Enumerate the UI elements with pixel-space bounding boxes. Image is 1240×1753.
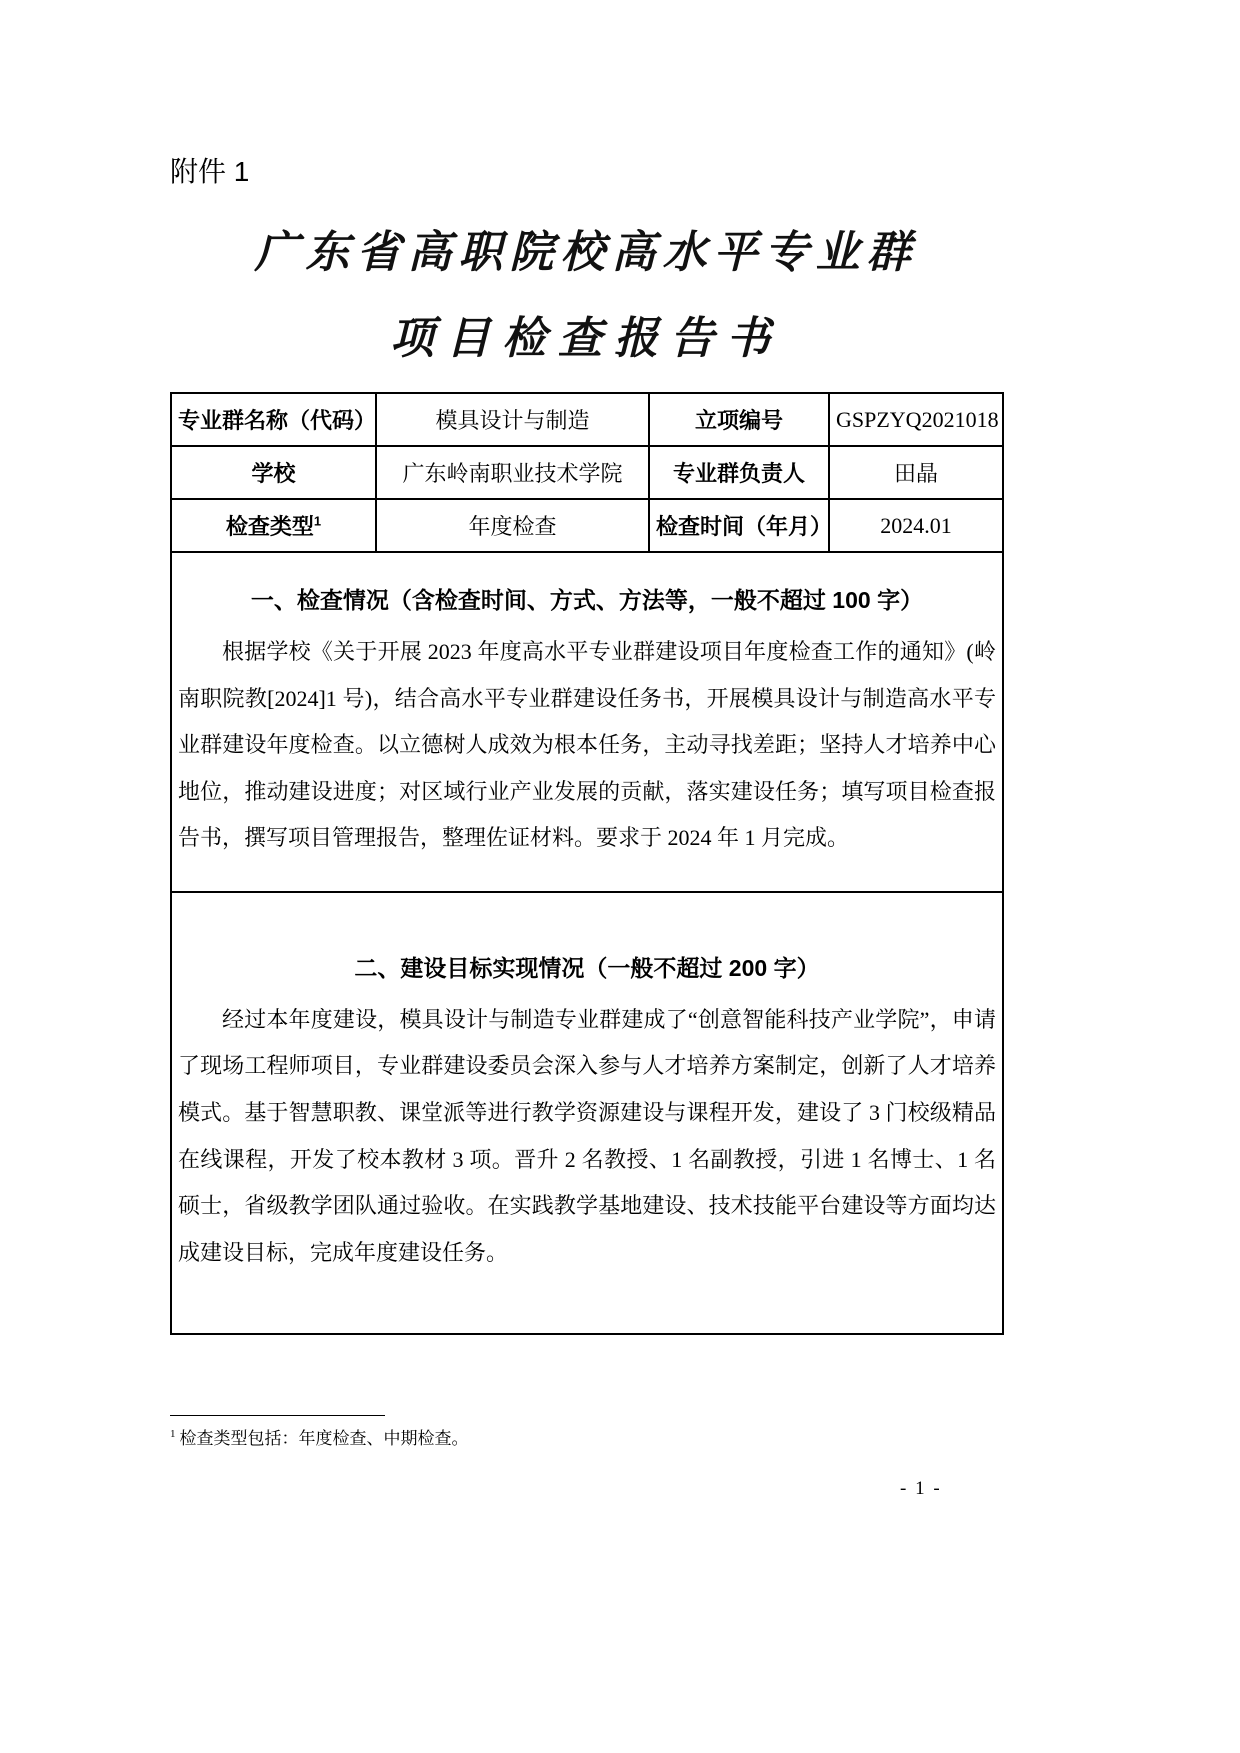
info-table — [170, 392, 1004, 1335]
section-body-1: 根据学校《关于开展 2023 年度高水平专业群建设项目年度检查工作的通知》(岭南职院教[2024]1 号)，结合高水平专业群建设任务书，开展模具设计与制造高水平专业群建设年度检查。以立德树人成效为根本任务，主动寻找差距；坚持人才培养中心地位，推动建设进度；对区域行业产业发展的贡献，落实建设任务；填写项目检查报告书，撰写项目管理报告，整理佐证材料。要求于 2024 年 1 月完成。 — [178, 638, 996, 851]
info-row-school — [171, 446, 1003, 499]
field-value-school: 广东岭南职业技术学院 — [376, 446, 649, 499]
field-label-inspection-date: 检查时间（年月） — [649, 499, 829, 552]
footnote-content: 检查类型包括：年度检查、中期检查。 — [179, 1429, 469, 1448]
field-value-group-name: 模具设计与制造 — [376, 393, 649, 446]
section-body-2: 经过本年度建设，模具设计与制造专业群建成了“创意智能科技产业学院”，申请了现场工程师项目，专业群建设委员会深入参与人才培养方案制定，创新了人才培养模式。基于智慧职教、课堂派等进行教学资源建设与课程开发，建设了 3 门校级精品在线课程，开发了校本教材 3 项。晋升 2 名教授、1 名副教授，引进 1 名博士、1 名硕士，省级教学团队通过验收。在实践教学基地建设、技术技能平台建设等方面均达成建设目标，完成年度建设任务。 — [178, 1006, 996, 1265]
section-cell-goal-achievement — [171, 892, 1003, 1334]
attachment-label: 附件 1 — [170, 156, 250, 187]
info-row-inspection — [171, 499, 1003, 552]
page-number: - 1 - — [900, 1478, 942, 1499]
footnote-reference: 1 — [313, 513, 322, 529]
footnote-divider — [170, 1415, 385, 1416]
document-content — [170, 0, 1002, 1335]
field-value-inspection-date: 2024.01 — [829, 499, 1003, 552]
footnote-block — [170, 1415, 1002, 1449]
field-label-group-name: 专业群名称（代码） — [171, 393, 376, 446]
section-row-inspection-overview — [171, 552, 1003, 892]
field-label-group-leader: 专业群负责人 — [649, 446, 829, 499]
field-value-group-leader: 田晶 — [829, 446, 1003, 499]
section-row-goal-achievement — [171, 892, 1003, 1334]
inspection-type-label-text: 检查类型 — [225, 514, 314, 539]
footnote-text — [170, 1424, 1002, 1449]
section-heading-2: 二、建设目标实现情况（一般不超过 200 字） — [354, 954, 820, 981]
field-value-inspection-type: 年度检查 — [376, 499, 649, 552]
field-label-inspection-type — [171, 499, 376, 552]
doc-title-line2: 项目检查报告书 — [390, 313, 782, 364]
section-heading-1: 一、检查情况（含检查时间、方式、方法等，一般不超过 100 字） — [250, 586, 924, 613]
field-value-project-number: GSPZYQ2021018 — [829, 393, 1003, 446]
section-cell-inspection-overview — [171, 552, 1003, 892]
info-row-group-name — [171, 393, 1003, 446]
footnote-marker: 1 — [170, 1428, 176, 1441]
field-label-project-number: 立项编号 — [649, 393, 829, 446]
doc-title-line1: 广东省高职院校高水平专业群 — [254, 227, 918, 278]
field-label-school: 学校 — [171, 446, 376, 499]
